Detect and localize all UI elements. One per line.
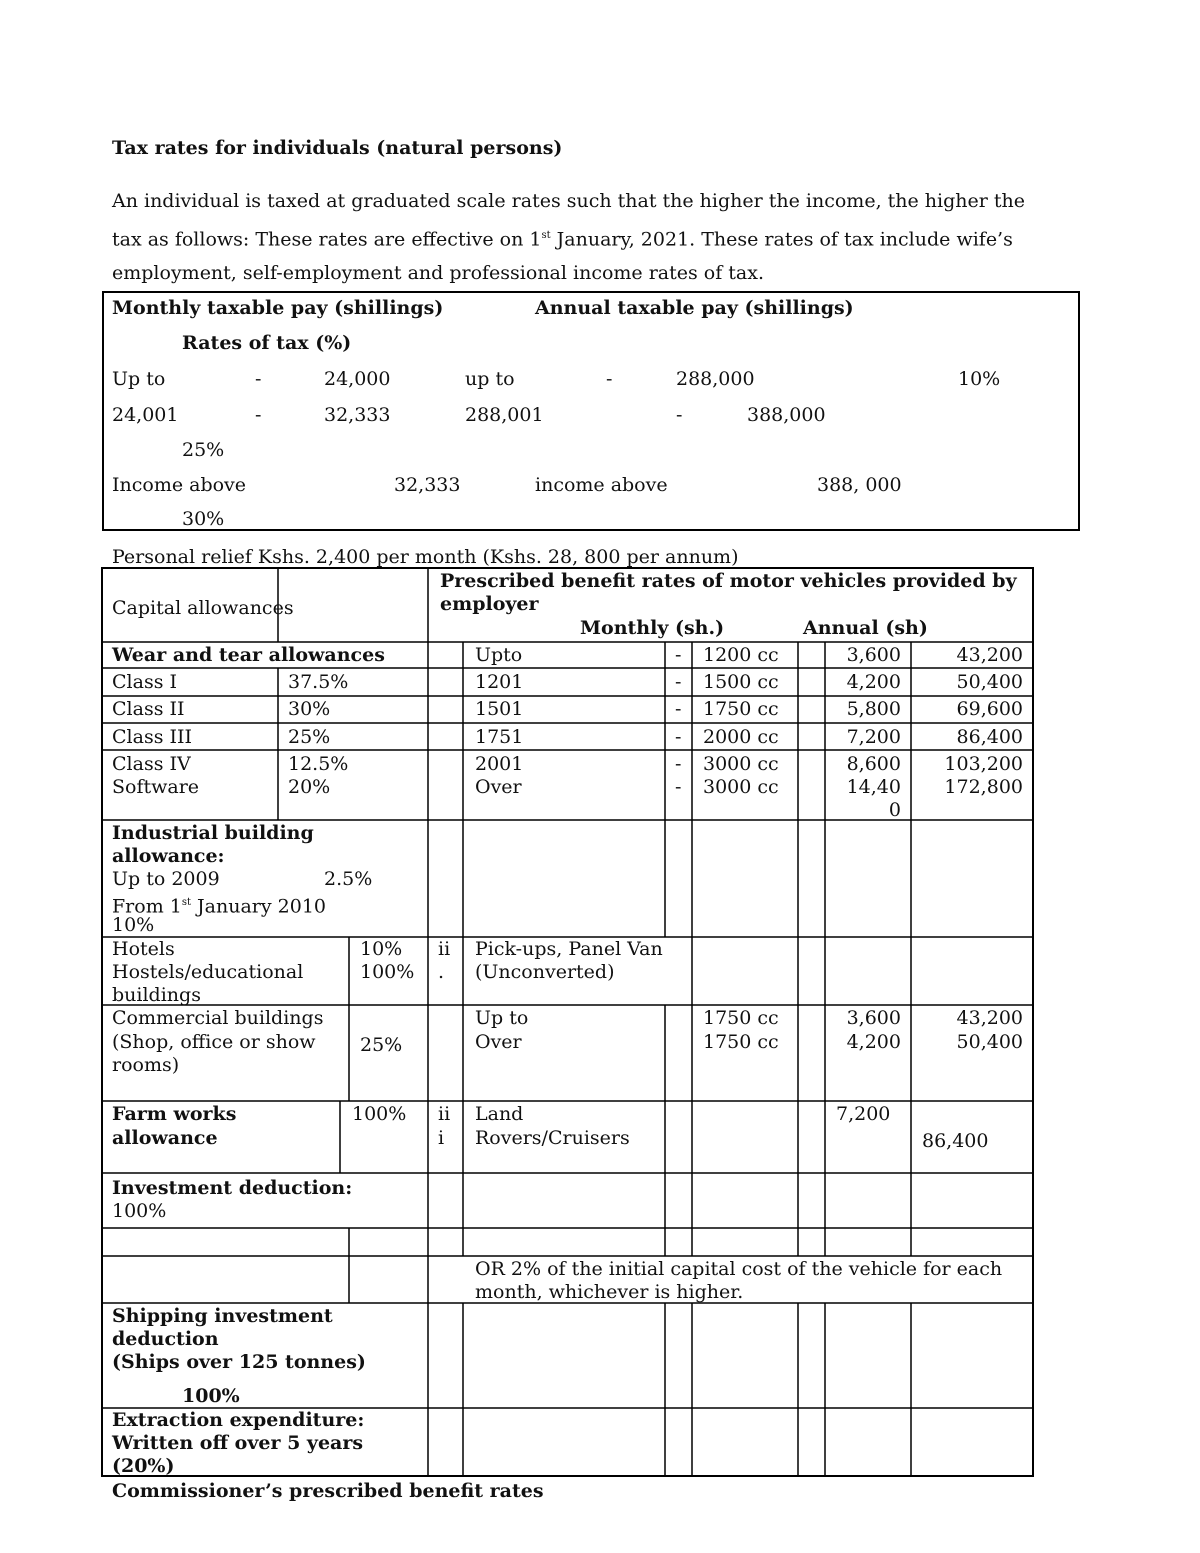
annual-heading: Annual (sh) <box>803 617 928 639</box>
commercial-line: Commercial buildings <box>112 1007 324 1029</box>
vehicle-from: 1201 <box>475 671 524 693</box>
vehicle-monthly: 4,200 <box>846 671 901 693</box>
vehicle-annual: 103,200 <box>944 753 1023 775</box>
commercial-rate: 25% <box>360 1034 403 1056</box>
vehicle-from: 2001 <box>475 753 524 775</box>
hotels-rate: 10% <box>360 938 403 960</box>
intro-text: tax as follows: These rates are effective on 1 <box>112 227 542 250</box>
vehicle-annual: 86,400 <box>956 726 1023 748</box>
class-rate: 12.5% <box>288 753 349 775</box>
shipping-line: deduction <box>112 1328 219 1350</box>
rate-cell: 25% <box>182 439 225 461</box>
or-note-line: month, whichever is higher. <box>475 1281 744 1303</box>
class-name: Class I <box>112 671 177 693</box>
rate-cell: 10% <box>958 368 1001 390</box>
superscript: st <box>181 897 192 908</box>
vehicle-annual: 43,200 <box>956 644 1023 666</box>
intro-text: January, 2021. These rates of tax include wife’s <box>550 227 1013 250</box>
head-rate: Rates of tax (%) <box>182 332 352 354</box>
cell-text: Capital allowances <box>112 597 294 619</box>
shipping-line: Shipping investment <box>112 1305 333 1327</box>
commercial-line: (Shop, office or show <box>112 1031 316 1053</box>
class-rate: 25% <box>288 726 331 748</box>
hotels-line: Hotels <box>112 938 175 960</box>
hotels-line: buildings <box>112 984 201 1006</box>
industrial-title: Industrial building <box>112 822 314 844</box>
vehicle-from: 1501 <box>475 698 524 720</box>
industrial-title: allowance: <box>112 845 225 867</box>
farm-rate: 100% <box>352 1103 407 1125</box>
capital-allowances-label <box>112 597 294 620</box>
intro-line: An individual is taxed at graduated scale rates such that the higher the income, the higher the <box>112 190 1025 212</box>
farm-line: Farm works <box>112 1103 237 1125</box>
land-line: Land <box>475 1103 524 1125</box>
class-name: Class III <box>112 726 192 748</box>
pickup-to: 1750 cc <box>703 1007 779 1029</box>
vehicle-to: 3000 cc <box>703 753 779 775</box>
vehicle-monthly: 5,800 <box>846 698 901 720</box>
vehicle-from: Upto <box>475 644 523 666</box>
row-number: . <box>438 961 445 983</box>
class-rate: 37.5% <box>288 671 349 693</box>
extraction-line: (20%) <box>112 1455 175 1477</box>
rate-cell: - <box>676 404 683 426</box>
investment-line: Investment deduction: <box>112 1177 353 1199</box>
vehicle-dash: - <box>675 644 682 666</box>
cell-text: From 1 <box>112 895 182 918</box>
rate-cell: 24,001 <box>112 404 179 426</box>
farm-line: allowance <box>112 1127 218 1149</box>
personal-relief: Personal relief Kshs. 2,400 per month (Kshs. 28, 800 per annum) <box>112 546 739 568</box>
extraction-line: Written off over 5 years <box>112 1432 364 1454</box>
vehicle-dash: - <box>675 776 682 798</box>
shipping-line: (Ships over 125 tonnes) <box>112 1351 366 1373</box>
rate-cell: Up to <box>112 368 166 390</box>
class-rate: 30% <box>288 698 331 720</box>
rate-cell: 32,333 <box>324 404 391 426</box>
vehicle-annual: 50,400 <box>956 671 1023 693</box>
intro-line: employment, self-employment and professional income rates of tax. <box>112 262 765 285</box>
rate-cell: - <box>606 368 613 390</box>
class-name: Software <box>112 776 200 798</box>
land-monthly: 7,200 <box>836 1103 891 1125</box>
vehicle-monthly: 3,600 <box>846 644 901 666</box>
industrial-from-rate: 10% <box>112 914 155 936</box>
vehicle-annual: 172,800 <box>944 776 1023 798</box>
pickup-to: 1750 cc <box>703 1031 779 1053</box>
vehicle-monthly: 14,40 <box>846 776 901 798</box>
pickup-from: Over <box>475 1031 522 1053</box>
industrial-upto: Up to 2009 <box>112 868 220 890</box>
rate-cell: up to <box>465 368 515 390</box>
section-heading: Commissioner’s prescribed benefit rates <box>112 1480 544 1502</box>
commercial-line: rooms) <box>112 1054 180 1076</box>
rate-cell: 288,001 <box>465 404 544 426</box>
vehicle-to: 1750 cc <box>703 698 779 720</box>
vehicle-to: 1200 cc <box>703 644 779 666</box>
vehicle-monthly: 7,200 <box>846 726 901 748</box>
pickup-annual: 43,200 <box>956 1007 1023 1029</box>
vehicle-from: 1751 <box>475 726 524 748</box>
investment-line: 100% <box>112 1200 167 1222</box>
superscript: st <box>541 229 551 241</box>
vehicle-to: 3000 cc <box>703 776 779 798</box>
pickup-from: Up to <box>475 1007 529 1029</box>
rate-cell: 30% <box>182 508 225 530</box>
rate-cell: - <box>255 404 262 426</box>
pickups-line: Pick-ups, Panel Van <box>475 938 663 960</box>
row-number: i <box>438 1127 445 1149</box>
rate-cell: - <box>255 368 262 390</box>
vehicle-dash: - <box>675 698 682 720</box>
land-line: Rovers/Cruisers <box>475 1127 630 1149</box>
shipping-rate: 100% <box>182 1385 240 1407</box>
vehicle-dash: - <box>675 726 682 748</box>
vehicle-dash: - <box>675 671 682 693</box>
industrial-upto-rate: 2.5% <box>324 868 373 890</box>
rate-cell: 288,000 <box>676 368 755 390</box>
page-title: Tax rates for individuals (natural persons) <box>112 137 563 159</box>
pickup-annual: 50,400 <box>956 1031 1023 1053</box>
row-number: ii <box>438 1103 451 1125</box>
vehicle-dash: - <box>675 753 682 775</box>
extraction-line: Extraction expenditure: <box>112 1409 365 1431</box>
head-annual: Annual taxable pay (shillings) <box>535 297 854 319</box>
head-monthly: Monthly taxable pay (shillings) <box>112 297 444 319</box>
vehicle-from: Over <box>475 776 522 798</box>
pickups-line: (Unconverted) <box>475 961 615 983</box>
or-note-line: OR 2% of the initial capital cost of the vehicle for each <box>475 1258 1003 1280</box>
vehicle-annual: 69,600 <box>956 698 1023 720</box>
pickup-monthly: 3,600 <box>846 1007 901 1029</box>
rate-cell: 32,333 <box>394 474 461 496</box>
wear-tear-label: Wear and tear allowances <box>112 644 385 666</box>
vehicle-to: 2000 cc <box>703 726 779 748</box>
vehicle-monthly: 8,600 <box>846 753 901 775</box>
vehicle-to: 1500 cc <box>703 671 779 693</box>
class-rate: 20% <box>288 776 331 798</box>
pickup-monthly: 4,200 <box>846 1031 901 1053</box>
class-name: Class IV <box>112 753 191 775</box>
rate-cell: 24,000 <box>324 368 391 390</box>
monthly-heading: Monthly (sh.) <box>580 617 725 639</box>
cell-text: January 2010 <box>191 895 327 918</box>
row-number: ii <box>438 938 451 960</box>
hotels-line: Hostels/educational <box>112 961 304 983</box>
rate-cell: income above <box>535 474 668 496</box>
rate-cell: 388, 000 <box>817 474 902 496</box>
benefit-heading: Prescribed benefit rates of motor vehicles provided by employer <box>440 570 1017 615</box>
land-annual: 86,400 <box>922 1130 989 1152</box>
rate-cell: Income above <box>112 474 247 496</box>
class-name: Class II <box>112 698 185 720</box>
hotels-rate: 100% <box>360 961 415 983</box>
rate-cell: 388,000 <box>747 404 826 426</box>
vehicle-monthly: 0 <box>888 799 901 821</box>
